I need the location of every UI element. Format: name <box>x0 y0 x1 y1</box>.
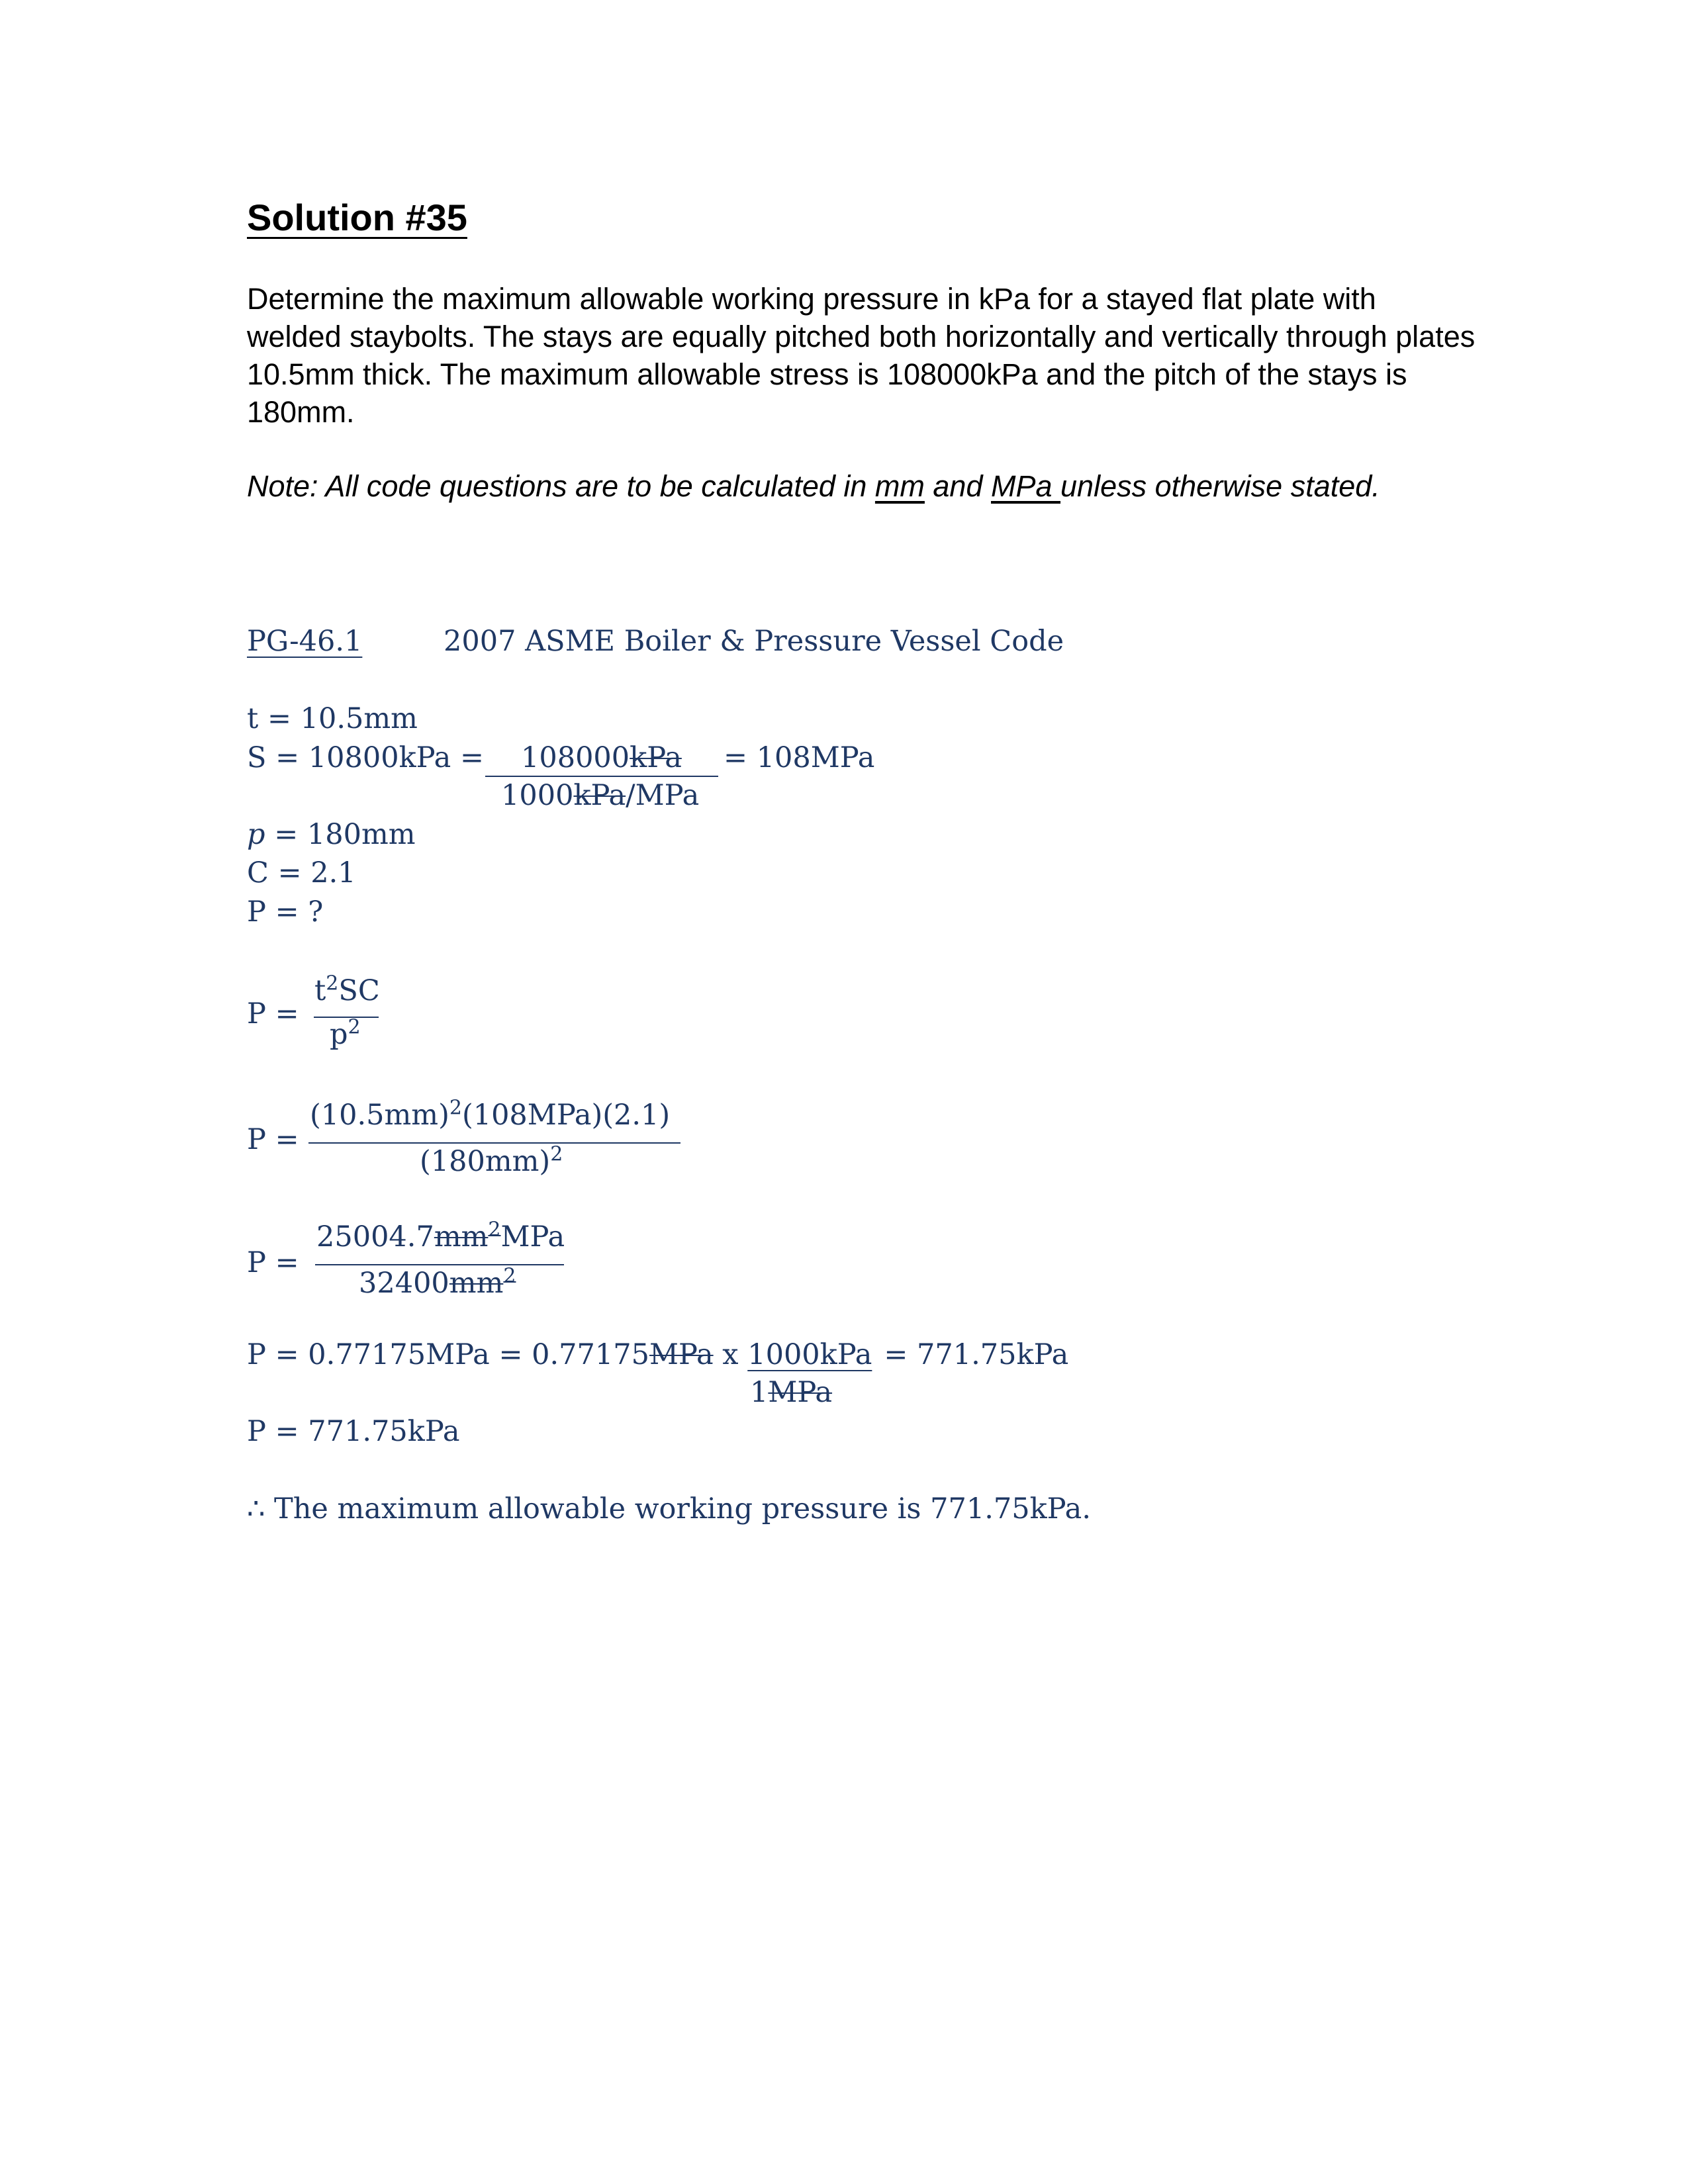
step2-numerator: $25004.7mm^2MPa$ <box>316 1218 565 1253</box>
step1-lhs: P = <box>247 1123 299 1156</box>
final-answer: P = 771.75kPa <box>247 1415 460 1448</box>
given-s-result: = 108MPa <box>724 741 875 774</box>
fraction-bar <box>308 1142 680 1144</box>
given-s-numerator: 108000kPa <box>521 741 682 774</box>
struck-unit: $mm^2$ <box>434 1218 501 1253</box>
note-unit-mpa: MPa <box>991 469 1061 503</box>
struck-unit: kPa <box>630 741 682 774</box>
note-suffix: unless otherwise stated. <box>1060 469 1380 503</box>
conversion-denominator: 1MPa <box>750 1376 833 1409</box>
step2-lhs: P = <box>247 1246 299 1279</box>
given-p: p = 180mm <box>247 818 416 851</box>
note-middle: and <box>924 469 991 503</box>
note <box>247 467 1478 505</box>
struck-unit: MPa <box>768 1376 833 1409</box>
conclusion: ∴ The maximum allowable working pressure is 771.75kPa. <box>247 1492 1091 1525</box>
step1-denominator: $(180mm)^2$ <box>420 1142 563 1178</box>
note-unit-mm: mm <box>874 469 925 503</box>
formula-denominator: $p^2$ <box>330 1015 361 1051</box>
struck-unit: $mm^2$ <box>449 1264 516 1300</box>
step1-numerator: $(10.5mm)^2(108MPa)(2.1)$ <box>310 1096 671 1132</box>
given-t: t = 10.5mm <box>247 702 418 735</box>
code-reference: PG-46.1 <box>247 625 363 658</box>
note-prefix: Note: All code questions are to be calculated in <box>247 469 875 503</box>
fraction-bar <box>315 1264 564 1265</box>
fraction-bar <box>485 776 718 777</box>
step3-result: = 771.75kPa <box>884 1338 1069 1371</box>
given-s-lhs: S = 10800kPa = <box>247 741 485 774</box>
given-P-unknown: P = ? <box>247 895 324 929</box>
code-name: 2007 ASME Boiler & Pressure Vessel Code <box>444 625 1064 658</box>
page-title: Solution #35 <box>247 197 467 238</box>
formula-lhs: P = <box>247 997 299 1030</box>
formula-numerator: $t^2SC$ <box>314 972 380 1007</box>
conversion-numerator: 1000kPa <box>747 1338 872 1371</box>
given-c: C = 2.1 <box>247 856 356 889</box>
struck-unit: MPa <box>649 1338 714 1371</box>
step3-line: P = 0.77175MPa = 0.77175MPa x 1000kPa = 771.75kPa <box>247 1338 1069 1371</box>
problem-statement: Determine the maximum allowable working pressure in kPa for a stayed flat plate with welded staybolts. The stays are equally pitched both horizontally and vertically through plates 10.5mm thick. The maximum allowable stress is 108000kPa and the pitch of the stays is 180mm. <box>247 282 1476 429</box>
struck-unit: kPa <box>573 779 626 812</box>
therefore-symbol: ∴ <box>247 1492 265 1525</box>
step2-denominator: $32400mm^2$ <box>359 1264 516 1300</box>
given-s-denominator: 1000kPa/MPa <box>501 779 700 812</box>
